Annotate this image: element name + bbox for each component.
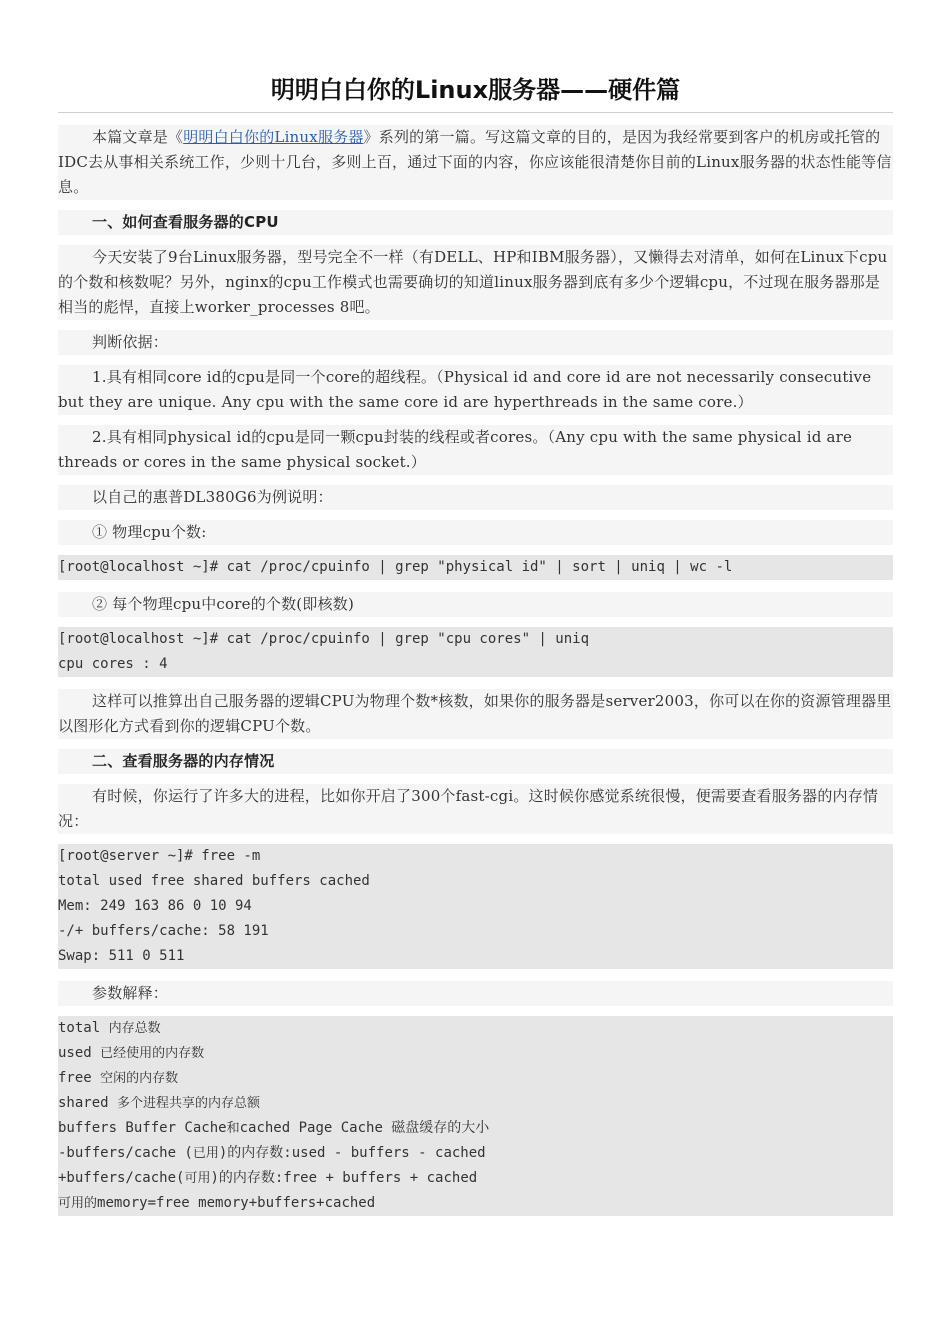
code-line: cpu cores : 4: [58, 656, 168, 672]
param-key: total: [58, 1020, 109, 1036]
param-desc: 多个进程共享的内存总额: [117, 1096, 261, 1111]
param-line: [58, 1016, 893, 1041]
param-key: shared: [58, 1095, 118, 1111]
code-line: Swap: 511 0 511: [58, 948, 185, 964]
param-key: used: [58, 1045, 101, 1061]
code-line: -/+ buffers/cache: 58 191: [58, 923, 269, 939]
document-page: [58, 0, 893, 1228]
section1-paragraph-7: ② 每个物理cpu中core的个数(即核数): [58, 592, 893, 617]
code-block-free-m: [58, 844, 893, 969]
param-desc: 可用的: [58, 1196, 98, 1211]
code-line: [root@localhost ~]# cat /proc/cpuinfo | grep "physical id" | sort | uniq | wc -l: [58, 559, 733, 575]
code-block-physical-cpu: [58, 555, 893, 580]
param-key: buffers Buffer Cache: [58, 1120, 227, 1136]
section2-heading: 二、查看服务器的内存情况: [58, 749, 893, 774]
code-line: total used free shared buffers cached: [58, 873, 370, 889]
param-line: [58, 1166, 893, 1191]
param-rest: )的内存数:free + buffers + cached: [210, 1170, 478, 1186]
section1-paragraph-1: 今天安装了9台Linux服务器，型号完全不一样（有DELL、HP和IBM服务器），又懒得去对清单，如何在Linux下cpu的个数和核数呢？另外，nginx的cpu工作模式也需要确切的知道linux服务器到底有多少个逻辑cpu，不过现在服务器那是相当的彪悍，直接上worker_processes 8吧。: [58, 245, 893, 320]
series-link[interactable]: 明明白白你的Linux服务器: [183, 128, 364, 146]
param-rest: )的内存数:used - buffers - cached: [218, 1145, 486, 1161]
section1-paragraph-6: ① 物理cpu个数:: [58, 520, 893, 545]
param-desc: 和: [226, 1121, 240, 1136]
param-desc: 可用: [184, 1171, 211, 1186]
param-desc: 内存总数: [108, 1021, 161, 1036]
code-block-params: [58, 1016, 893, 1216]
param-rest: memory=free memory+buffers+cached: [97, 1195, 376, 1211]
code-line: [root@localhost ~]# cat /proc/cpuinfo | grep "cpu cores" | uniq: [58, 631, 590, 647]
intro-text-before: 本篇文章是《: [92, 128, 184, 146]
param-desc: 空闲的内存数: [100, 1071, 179, 1086]
section1-paragraph-5: 以自己的惠普DL380G6为例说明：: [58, 485, 893, 510]
param-key: +buffers/cache(: [58, 1170, 185, 1186]
section1-paragraph-3: 1.具有相同core id的cpu是同一个core的超线程。（Physical id and core id are not necessarily consecutive but they are unique. Any cpu with the same core id are hyperthreads in the same core.）: [58, 365, 893, 415]
section2-paragraph-1: 有时候，你运行了许多大的进程，比如你开启了300个fast-cgi。这时候你感觉系统很慢，便需要查看服务器的内存情况：: [58, 784, 893, 834]
intro-paragraph: [58, 125, 893, 200]
code-block-cpu-cores: [58, 627, 893, 677]
param-line: [58, 1141, 893, 1166]
param-line: [58, 1066, 893, 1091]
section1-heading: 一、如何查看服务器的CPU: [58, 210, 893, 235]
param-line: [58, 1041, 893, 1066]
param-desc: 已用: [192, 1146, 219, 1161]
title-divider: [58, 112, 893, 113]
section1-paragraph-4: 2.具有相同physical id的cpu是同一颗cpu封装的线程或者cores。（Any cpu with the same physical id are threads or cores in the same physical socket.）: [58, 425, 893, 475]
code-line: [root@server ~]# free -m: [58, 848, 261, 864]
param-line: [58, 1116, 893, 1141]
param-key: free: [58, 1070, 101, 1086]
param-rest: cached Page Cache 磁盘缓存的大小: [239, 1120, 490, 1136]
section2-paragraph-2: 参数解释：: [58, 981, 893, 1006]
intro-text-after: 》系列的第一篇。写这篇文章的目的，是因为我经常要到客户的机房或托管的IDC去从事相关系统工作，少则十几台，多则上百，通过下面的内容，你应该能很清楚你目前的Linux服务器的状态性能等信息。: [58, 128, 892, 196]
section1-paragraph-8: 这样可以推算出自己服务器的逻辑CPU为物理个数*核数，如果你的服务器是server2003，你可以在你的资源管理器里以图形化方式看到你的逻辑CPU个数。: [58, 689, 893, 739]
param-key: -buffers/cache (: [58, 1145, 193, 1161]
code-line: Mem: 249 163 86 0 10 94: [58, 898, 252, 914]
section1-paragraph-2: 判断依据：: [58, 330, 893, 355]
param-line: [58, 1191, 893, 1216]
page-title: 明明白白你的Linux服务器——硬件篇: [270, 76, 681, 104]
param-line: [58, 1091, 893, 1116]
param-desc: 已经使用的内存数: [100, 1046, 205, 1061]
